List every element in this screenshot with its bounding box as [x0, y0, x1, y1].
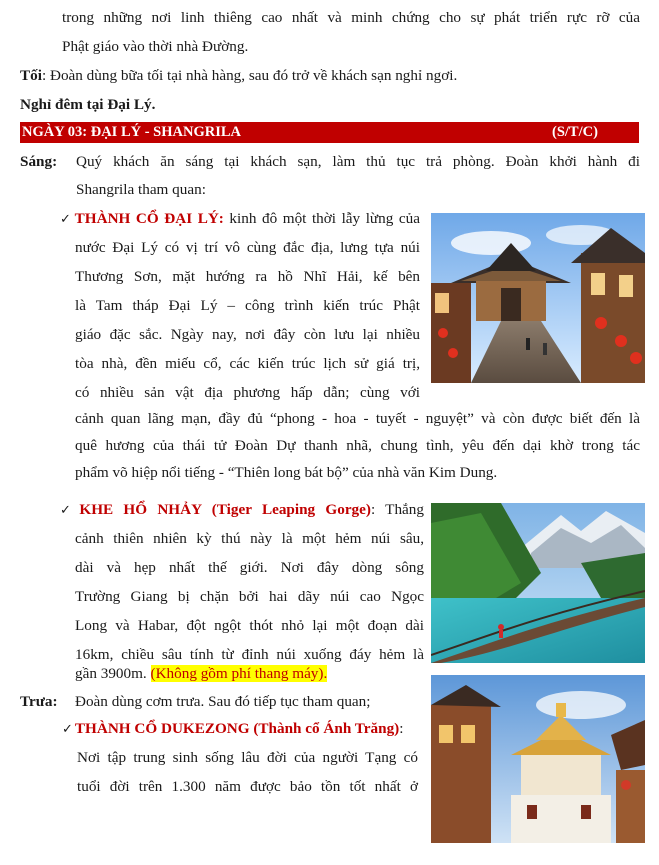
dali-old-town-photo: [431, 213, 645, 383]
gorge-line: Long và Habar, đột ngột thót nhỏ lại một đoạn dài: [75, 617, 424, 634]
check-mark-icon: ✓: [60, 503, 78, 518]
lunch-label: Trưa:: [20, 693, 58, 710]
dali-title: THÀNH CỔ ĐẠI LÝ:: [74, 210, 224, 227]
dali-line: giáo đặc sắc. Ngày nay, nơi đây còn lưu lại nhiều: [75, 326, 420, 343]
evening-label: Tối: [20, 67, 42, 84]
morning-line-2: Shangrila tham quan:: [76, 181, 206, 198]
day-banner-meals: (S/T/C): [552, 124, 598, 140]
dali-line: quê hương của thái tử Đoàn Dự thanh nhã, chung tình, yêu đến dại khờ trong tác: [75, 437, 640, 454]
morning-label: Sáng:: [20, 153, 58, 170]
dali-line: phẩm võ hiệp nổi tiếng - “Thiên long bát bộ” của nhà văn Kim Dung.: [75, 464, 498, 481]
dali-line: tòa nhà, đền miếu cổ, các kiến trúc lịch sử giá trị,: [75, 355, 420, 372]
tiger-leaping-gorge-photo: [431, 503, 645, 663]
dukezong-line-1: [62, 719, 403, 740]
dali-line: là Tam tháp Đại Lý – công trình kiến trúc Phật: [75, 297, 420, 314]
dukezong-line: tuổi đời trên 1.300 năm được bảo tồn tốt nhất ở: [77, 778, 418, 795]
dali-line-1-text: kinh đô một thời lẫy lừng của: [223, 210, 420, 227]
dali-line: nước Đại Lý có vị trí vô cùng đắc địa, lưng tựa núi: [75, 239, 420, 256]
gorge-line: cảnh thiên nhiên kỳ thú này là một hẻm núi sâu,: [75, 530, 424, 547]
gorge-last-line: [75, 664, 327, 684]
evening-line: [20, 66, 457, 86]
overnight-line: Nghỉ đêm tại Đại Lý.: [20, 96, 156, 113]
intro-line-2: Phật giáo vào thời nhà Đường.: [62, 38, 249, 55]
gorge-note: (Không gồm phí thang máy).: [150, 665, 328, 682]
gorge-line: dài và hẹp nhất thế giới. Nơi đây dòng sông: [75, 559, 424, 576]
gorge-line-1: [60, 500, 424, 521]
gorge-line: 16km, chiều sâu tính từ đỉnh núi xuống đáy hẻm là: [75, 646, 424, 663]
intro-line-1: trong những nơi linh thiêng cao nhất và minh chứng cho sự phát triển rực rỡ của: [62, 9, 640, 26]
check-mark-icon: ✓: [62, 722, 73, 737]
check-mark-icon: ✓: [60, 212, 73, 227]
dali-line: cảnh quan lãng mạn, đầy đủ “phong - hoa - tuyết - nguyệt” và còn được biết đến là: [75, 410, 640, 427]
dali-line: có nhiều sản vật địa phương hấp dẫn; cùng với: [75, 384, 420, 401]
dukezong-title: THÀNH CỔ DUKEZONG (Thành cổ Ánh Trăng): [74, 720, 400, 737]
dukezong-old-town-photo: [431, 675, 645, 843]
gorge-line: Trường Giang bị chặn bởi hai dãy núi cao Ngọc: [75, 588, 424, 605]
gorge-last-text: gần 3900m.: [75, 665, 151, 682]
lunch-text: Đoàn dùng cơm trưa. Sau đó tiếp tục tham quan;: [75, 693, 371, 710]
morning-line-1: Quý khách ăn sáng tại khách sạn, làm thủ tục trả phòng. Đoàn khởi hành đi: [76, 153, 640, 170]
dali-line: Thương Sơn, mặt hướng ra hồ Nhĩ Hải, kế bên: [75, 268, 420, 285]
evening-text: : Đoàn dùng bữa tối tại nhà hàng, sau đó trở về khách sạn nghỉ ngơi.: [41, 67, 458, 84]
dukezong-line: Nơi tập trung sinh sống lâu đời của người Tạng có: [77, 749, 418, 766]
day-banner: [20, 122, 639, 143]
gorge-title: KHE HỔ NHẢY (Tiger Leaping Gorge): [79, 501, 371, 518]
day-banner-title: NGÀY 03: ĐẠI LÝ - SHANGRILA: [22, 124, 241, 140]
dukezong-colon: :: [399, 720, 404, 737]
dali-line-1: [60, 209, 420, 230]
gorge-line-1-text: : Thắng: [370, 501, 424, 518]
